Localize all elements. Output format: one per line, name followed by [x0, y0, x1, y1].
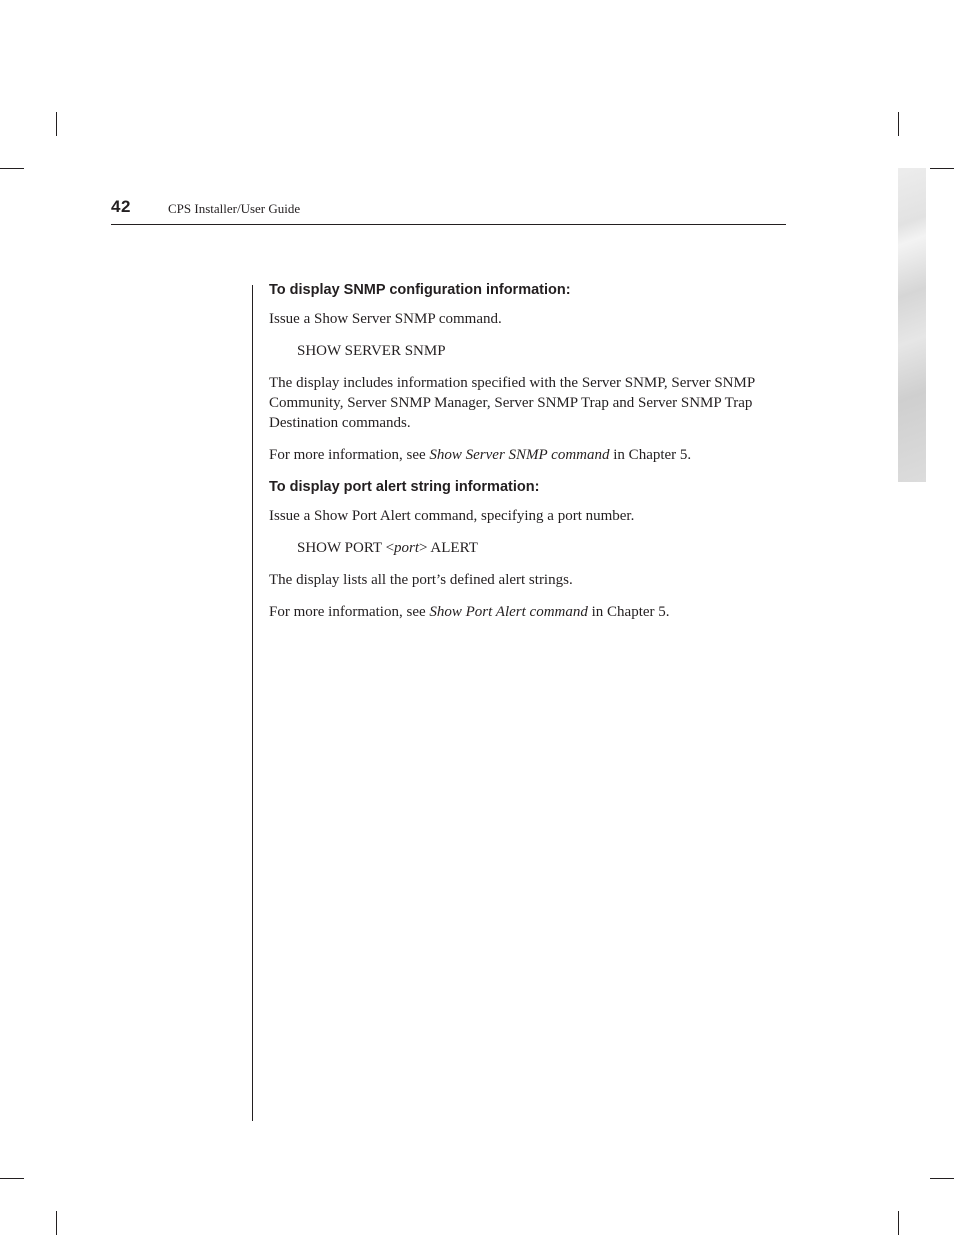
more-info-snmp: [269, 445, 769, 465]
running-head-title: CPS Installer/User Guide: [168, 201, 301, 216]
crop-mark-top-right-vertical: [898, 112, 899, 136]
more-info-suffix: in Chapter 5.: [609, 447, 692, 463]
command-param-port: port: [394, 540, 420, 556]
crop-mark-bottom-right-horizontal: [930, 1178, 954, 1179]
more-info-suffix: in Chapter 5.: [587, 604, 670, 620]
crop-mark-bottom-right-vertical: [898, 1211, 899, 1235]
command-prefix: SHOW PORT <: [297, 540, 395, 556]
crop-mark-top-left-vertical: [56, 112, 57, 136]
crop-mark-bottom-left-horizontal: [0, 1178, 24, 1179]
more-info-prefix: For more information, see: [269, 604, 430, 620]
section-intro-snmp: Issue a Show Server SNMP command.: [269, 311, 502, 327]
page-content: [269, 280, 769, 634]
more-info-prefix: For more information, see: [269, 447, 430, 463]
header-rule: [111, 224, 786, 225]
page-number: 42: [111, 197, 131, 216]
crop-mark-top-right-horizontal: [930, 168, 954, 169]
section-description-snmp: The display includes information specified with the Server SNMP, Server SNMP Community, Server SNMP Manager, Server SNMP Trap and Server SNMP Trap Destination commands.: [269, 375, 755, 431]
command-show-port-alert: [297, 538, 769, 558]
chapter-thumb-tab: [898, 168, 926, 482]
command-show-server-snmp: SHOW SERVER SNMP: [297, 343, 446, 359]
section-description-port-alert: The display lists all the port’s defined alert strings.: [269, 572, 573, 588]
more-info-port-alert: [269, 602, 769, 622]
margin-rule: [252, 285, 253, 1121]
crop-mark-bottom-left-vertical: [56, 1211, 57, 1235]
cross-reference-show-server-snmp: Show Server SNMP command: [429, 447, 610, 463]
section-heading-snmp: To display SNMP configuration information:: [269, 282, 571, 298]
section-intro-port-alert: Issue a Show Port Alert command, specifying a port number.: [269, 508, 635, 524]
cross-reference-show-port-alert: Show Port Alert command: [429, 604, 588, 620]
section-heading-port-alert: To display port alert string information:: [269, 479, 540, 495]
command-suffix: > ALERT: [419, 540, 478, 556]
crop-mark-top-left-horizontal: [0, 168, 24, 169]
